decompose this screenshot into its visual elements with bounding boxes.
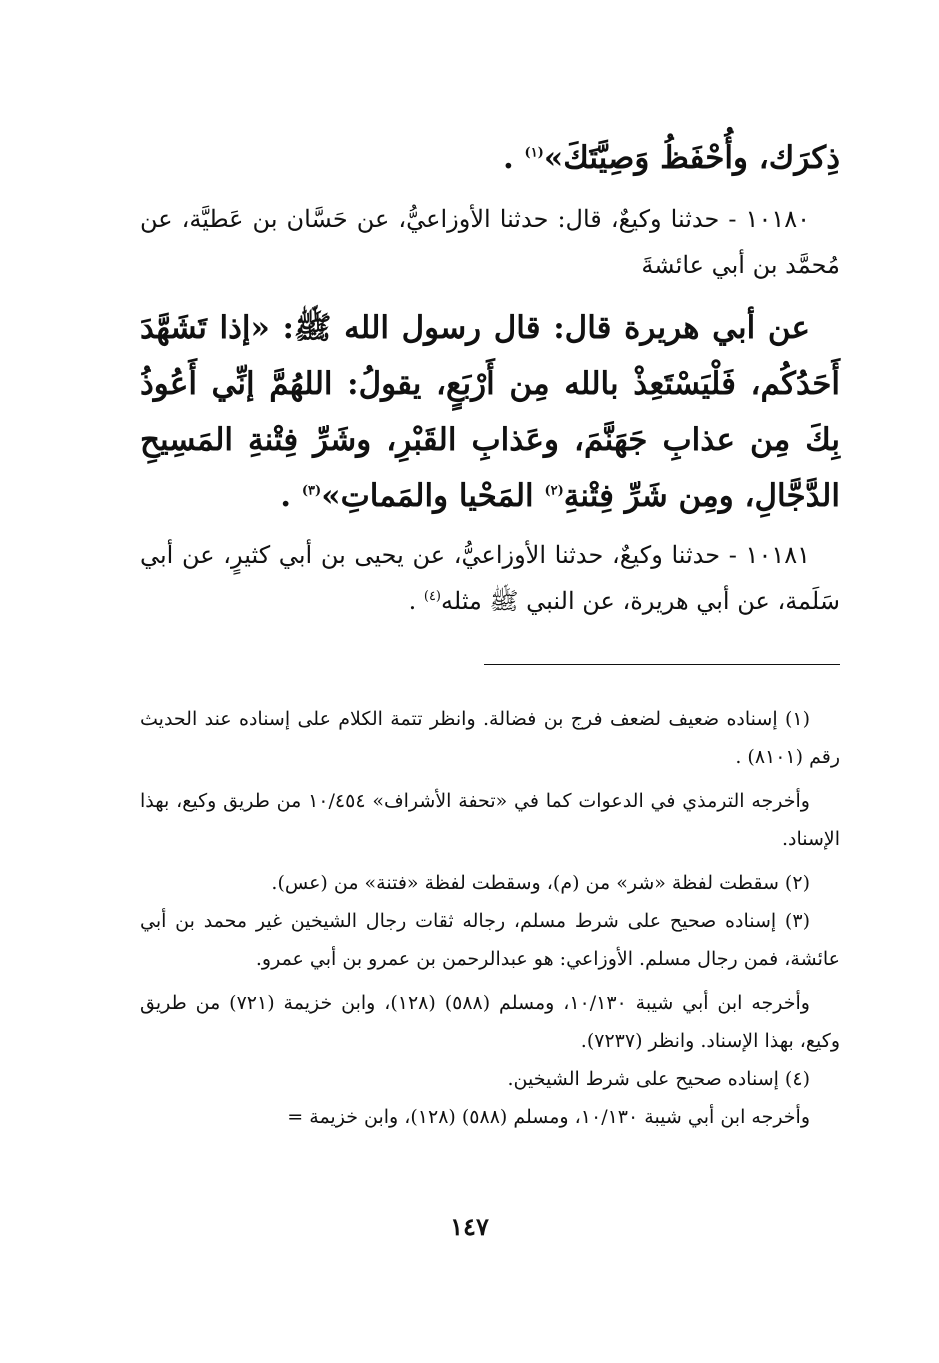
footnote-1: (١) إسناده ضعيف لضعف فرج بن فضالة. وانظر تتمة الكلام على إسناده عند الحديث رقم (٨١٠١) . bbox=[140, 708, 840, 768]
footnote-2: (٢) سقطت لفظة «شر» من (م)، وسقطت لفظة «فتنة» من (عس). bbox=[271, 872, 810, 894]
footnote-4-source: وأخرجه ابن أبي شيبة ١٠/١٣٠، ومسلم (٥٨٨) (١٢٨)، وابن خزيمة = bbox=[287, 1106, 810, 1128]
footnote-ref-4: (٤) bbox=[423, 589, 441, 604]
continuation-line: ذِكرَك، وأُحْفَظُ وَصِيَّتَكَ»$^{(١)}$ . bbox=[502, 140, 840, 176]
hadith-10181-text: ١٠١٨١ - حدثنا وكيعٌ، حدثنا الأوزاعيُّ، عن يحيى بن أبي كثيرٍ، عن أبي سَلَمة، عن أبي هريرة، عن النبي ﷺ مثله bbox=[140, 541, 840, 615]
footnote-3: (٣) إسناده صحيح على شرط مسلم، رجاله ثقات رجال الشيخين غير محمد بن أبي عائشة، فمن رجال مسلم. الأوزاعي: هو عبدالرحمن بن عمرو بن أبي عمرو. bbox=[140, 910, 840, 970]
page-number: ١٤٧ bbox=[450, 1212, 489, 1241]
main-text bbox=[140, 130, 840, 186]
matn-text: عن أبي هريرة قال: قال رسول الله ﷺ: «إذا تَشَهَّدَ أَحَدُكُم، فَلْيَسْتَعِذْ بالله مِن أَرْبَعٍ، يقولُ: اللهُمَّ إنِّي أَعُوذُ بِكَ مِن عذابِ جَهَنَّمَ، وعَذابِ القَبْرِ، وشَرِّ فِتْنةِ المَسِيحِ الدَّجَّالِ، ومِن شَرِّ فِتْنةِ bbox=[140, 310, 840, 514]
hadith-10180-matn: عن أبي هريرة قال: قال رسول الله ﷺ: «إذا تَشَهَّدَ أَحَدُكُم، فَلْيَسْتَعِذْ بالله مِن أَرْبَعٍ، يقولُ: اللهُمَّ إنِّي أَعُوذُ بِكَ مِن عذابِ جَهَنَّمَ، وعَذابِ القَبْرِ، وشَرِّ فِتْنةِ المَسِيحِ الدَّجَّالِ، ومِن شَرِّ فِتْنةِ$^{(٢)}$ المَحْيا والمَماتِ»$^{(٣)}$ . bbox=[140, 310, 840, 514]
continuation-text: ذِكرَك، وأُحْفَظُ وَصِيَّتَكَ» bbox=[543, 140, 840, 176]
footnote-ref-2: (٢) bbox=[544, 483, 564, 499]
footnote-3-source: وأخرجه ابن أبي شيبة ١٠/١٣٠، ومسلم (٥٨٨) (١٢٨)، وابن خزيمة (٧٢١) من طريق وكيع، بهذا الإسناد. وانظر (٧٢٣٧). bbox=[140, 992, 840, 1052]
footnote-ref-3: (٣) bbox=[301, 483, 322, 499]
hadith-10181: ١٠١٨١ - حدثنا وكيعٌ، حدثنا الأوزاعيُّ، عن يحيى بن أبي كثيرٍ، عن أبي سَلَمة، عن أبي هريرة، عن النبي ﷺ مثله$^{(٤)}$ . bbox=[140, 541, 840, 615]
footnotes bbox=[140, 700, 840, 1136]
footnote-4: (٤) إسناده صحيح على شرط الشيخين. bbox=[507, 1068, 810, 1090]
footnote-1-source: وأخرجه الترمذي في الدعوات كما في «تحفة الأشراف» ١٠/٤٥٤ من طريق وكيع، بهذا الإسناد. bbox=[140, 790, 840, 850]
footnote-separator bbox=[484, 664, 840, 665]
footnote-ref-1: (١) bbox=[524, 145, 544, 161]
hadith-10180-isnad: ١٠١٨٠ - حدثنا وكيعٌ، قال: حدثنا الأوزاعيُّ، عن حَسَّان بن عَطيَّة، عن مُحمَّد بن أبي عائشةَ bbox=[140, 205, 840, 279]
